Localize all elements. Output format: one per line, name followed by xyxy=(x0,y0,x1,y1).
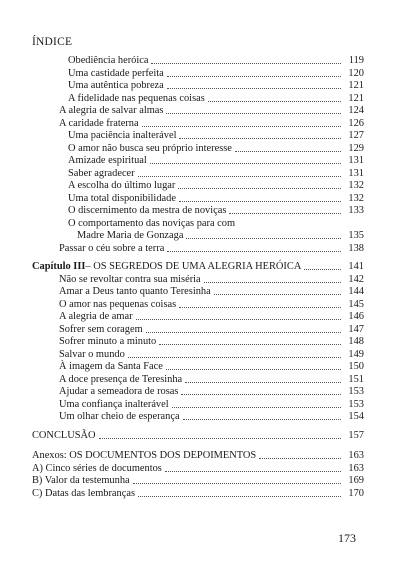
page-number: 173 xyxy=(338,531,356,545)
toc-entry-title: O discernimento da mestra de noviças xyxy=(68,205,227,216)
dot-leader xyxy=(138,495,341,497)
toc-entry-page: 121 xyxy=(348,92,364,104)
toc-entry-title: B) Valor da testemunha xyxy=(32,475,130,486)
toc-entry-page: 141 xyxy=(348,261,364,272)
toc-entry-page: 144 xyxy=(348,286,364,297)
toc-entry xyxy=(59,311,364,323)
dot-leader xyxy=(183,418,341,420)
toc-entry xyxy=(68,143,364,155)
toc-entry xyxy=(59,411,364,423)
dot-leader xyxy=(235,150,341,152)
toc-entry-title: A alegria de salvar almas xyxy=(59,105,164,116)
toc-entry-title: Sofrer sem coragem xyxy=(59,323,143,335)
toc-entry xyxy=(59,118,364,130)
toc-entry-page: 133 xyxy=(348,205,364,216)
dot-leader xyxy=(151,62,341,64)
toc-entry xyxy=(59,324,364,336)
toc-entry-page: 154 xyxy=(348,411,364,422)
toc-entry-page: 157 xyxy=(348,430,364,441)
toc-entry-title: Madre Maria de Gonzaga xyxy=(77,230,184,241)
toc-entry-title: Amar a Deus tanto quanto Teresinha xyxy=(59,286,211,297)
toc-entry-page: 148 xyxy=(348,336,364,347)
dot-leader xyxy=(204,281,341,283)
toc-entry xyxy=(77,230,364,242)
dot-leader xyxy=(138,175,341,177)
toc-entry-page: 131 xyxy=(348,155,364,166)
dot-leader xyxy=(304,268,341,270)
toc-entry-title: A escolha do último lugar xyxy=(68,180,176,191)
dot-leader xyxy=(159,343,341,345)
dot-leader xyxy=(128,356,341,358)
toc-entry xyxy=(68,68,364,80)
toc-entry xyxy=(59,399,364,411)
toc-entry xyxy=(68,80,364,92)
toc-entry-page: 138 xyxy=(348,242,364,254)
dot-leader xyxy=(181,393,341,395)
toc-entry xyxy=(59,299,364,311)
toc-entry-page: 142 xyxy=(348,273,364,285)
toc-entry xyxy=(68,168,364,180)
toc-entry-title: A doce presença de Teresinha xyxy=(59,373,183,385)
toc-entry-title: Uma confiança inalterável xyxy=(59,398,169,410)
toc-entry-title-rest: – OS SEGREDOS DE UMA ALEGRIA HERÓICA xyxy=(85,261,302,272)
toc-entry xyxy=(59,386,364,398)
toc-entry-title: O amor não busca seu próprio interesse xyxy=(68,142,232,154)
toc-entry-page: 124 xyxy=(348,105,364,116)
toc-entry-page: 147 xyxy=(348,323,364,335)
toc-entry xyxy=(32,450,364,462)
dot-leader xyxy=(229,212,341,214)
toc-entry-page: 151 xyxy=(348,373,364,385)
toc-entry-page: 145 xyxy=(348,298,364,310)
toc-entry-title: Ajudar a semeadora de rosas xyxy=(59,386,179,397)
dot-leader xyxy=(142,125,341,127)
toc-entry xyxy=(32,463,364,475)
toc-entry xyxy=(68,155,364,167)
dot-leader xyxy=(179,200,341,202)
toc-entry-page: 129 xyxy=(348,142,364,154)
dot-leader xyxy=(185,381,341,383)
toc-entry xyxy=(59,243,364,255)
toc-entry-title: Obediência heróica xyxy=(68,55,149,66)
toc-entry-title: CONCLUSÃO xyxy=(32,430,96,441)
toc-entry-title: À imagem da Santa Face xyxy=(59,361,163,372)
dot-leader xyxy=(208,100,341,102)
toc-entry xyxy=(32,475,364,487)
toc-entry-title: Anexos: OS DOCUMENTOS DOS DEPOIMENTOS xyxy=(32,450,257,461)
toc-entry-page: 127 xyxy=(348,130,364,141)
toc-entry-title: O comportamento das noviças para com xyxy=(68,217,236,229)
dot-leader xyxy=(179,137,341,139)
toc-entry-page: 120 xyxy=(348,67,364,79)
toc-entry-title: A alegria de amar xyxy=(59,311,133,322)
dot-leader xyxy=(179,306,341,308)
toc-entry-title: Um olhar cheio de esperança xyxy=(59,411,180,422)
toc-entry xyxy=(59,374,364,386)
dot-leader xyxy=(167,87,341,89)
toc-entry-title: Passar o céu sobre a terra xyxy=(59,242,165,254)
toc-entry xyxy=(68,180,364,192)
toc-entry-page: 146 xyxy=(348,311,364,322)
toc-entry-title: Uma total disponibilidade xyxy=(68,192,176,204)
toc-entry-page: 132 xyxy=(348,192,364,204)
toc-entry-page: 149 xyxy=(348,348,364,360)
toc-entry-page: 126 xyxy=(348,117,364,129)
dot-leader xyxy=(166,368,341,370)
toc-entry xyxy=(68,205,364,217)
dot-leader xyxy=(167,250,341,252)
toc-entry-page: 131 xyxy=(348,167,364,179)
toc-entry-title: Uma paciência inalterável xyxy=(68,130,177,141)
toc-entry-title: O amor nas pequenas coisas xyxy=(59,298,177,310)
toc-entry-page: 132 xyxy=(348,180,364,191)
toc-entry-title: A) Cinco séries de documentos xyxy=(32,462,162,474)
dot-leader xyxy=(186,237,341,239)
dot-leader xyxy=(167,75,341,77)
toc-entry xyxy=(68,193,364,205)
dot-leader xyxy=(136,318,341,320)
page-header: ÍNDICE xyxy=(32,36,73,48)
toc-entry-title: A caridade fraterna xyxy=(59,117,139,129)
toc-entry-page: 119 xyxy=(348,55,364,66)
toc-entry-title: Amizade espiritual xyxy=(68,155,147,166)
toc-entry-page: 169 xyxy=(348,475,364,486)
toc-entry xyxy=(59,361,364,373)
toc-entry-title: C) Datas das lembranças xyxy=(32,487,136,499)
toc-entry-title: Sofrer minuto a minuto xyxy=(59,336,157,347)
toc-entry-page: 170 xyxy=(348,487,364,499)
toc-entry xyxy=(32,430,364,442)
toc-entry xyxy=(59,286,364,298)
toc-entry-title: Uma castidade perfeita xyxy=(68,67,164,79)
dot-leader xyxy=(166,112,341,114)
dot-leader xyxy=(146,331,341,333)
toc-entry xyxy=(68,218,364,230)
toc-entry xyxy=(68,55,364,67)
toc-entry xyxy=(32,488,364,500)
dot-leader xyxy=(150,162,341,164)
dot-leader xyxy=(165,470,341,472)
dot-leader xyxy=(172,406,341,408)
toc-entry-page: 163 xyxy=(348,462,364,474)
toc-entry-title: Salvar o mundo xyxy=(59,348,125,360)
toc-entry-page: 163 xyxy=(348,450,364,461)
toc-entry xyxy=(68,130,364,142)
toc-entry xyxy=(68,93,364,105)
toc-entry xyxy=(59,274,364,286)
toc-entry-title: A fidelidade nas pequenas coisas xyxy=(68,92,205,104)
dot-leader xyxy=(259,457,341,459)
dot-leader xyxy=(99,437,341,439)
toc-entry-title: Uma autêntica pobreza xyxy=(68,80,164,91)
toc-entry xyxy=(59,336,364,348)
toc-entry-page: 150 xyxy=(348,361,364,372)
toc-entry-page: 153 xyxy=(348,386,364,397)
toc-entry-title: Saber agradecer xyxy=(68,167,135,179)
toc-entry-page: 153 xyxy=(348,398,364,410)
toc-entry xyxy=(32,261,364,273)
toc-entry xyxy=(59,105,364,117)
toc-entry-page: 121 xyxy=(348,80,364,91)
dot-leader xyxy=(133,482,341,484)
toc-entry-title: Capítulo III xyxy=(32,261,86,272)
dot-leader xyxy=(178,187,341,189)
toc-entry-page: 135 xyxy=(348,230,364,241)
toc-entry-title: Não se revoltar contra sua miséria xyxy=(59,273,201,285)
dot-leader xyxy=(214,293,341,295)
toc-entry xyxy=(59,349,364,361)
